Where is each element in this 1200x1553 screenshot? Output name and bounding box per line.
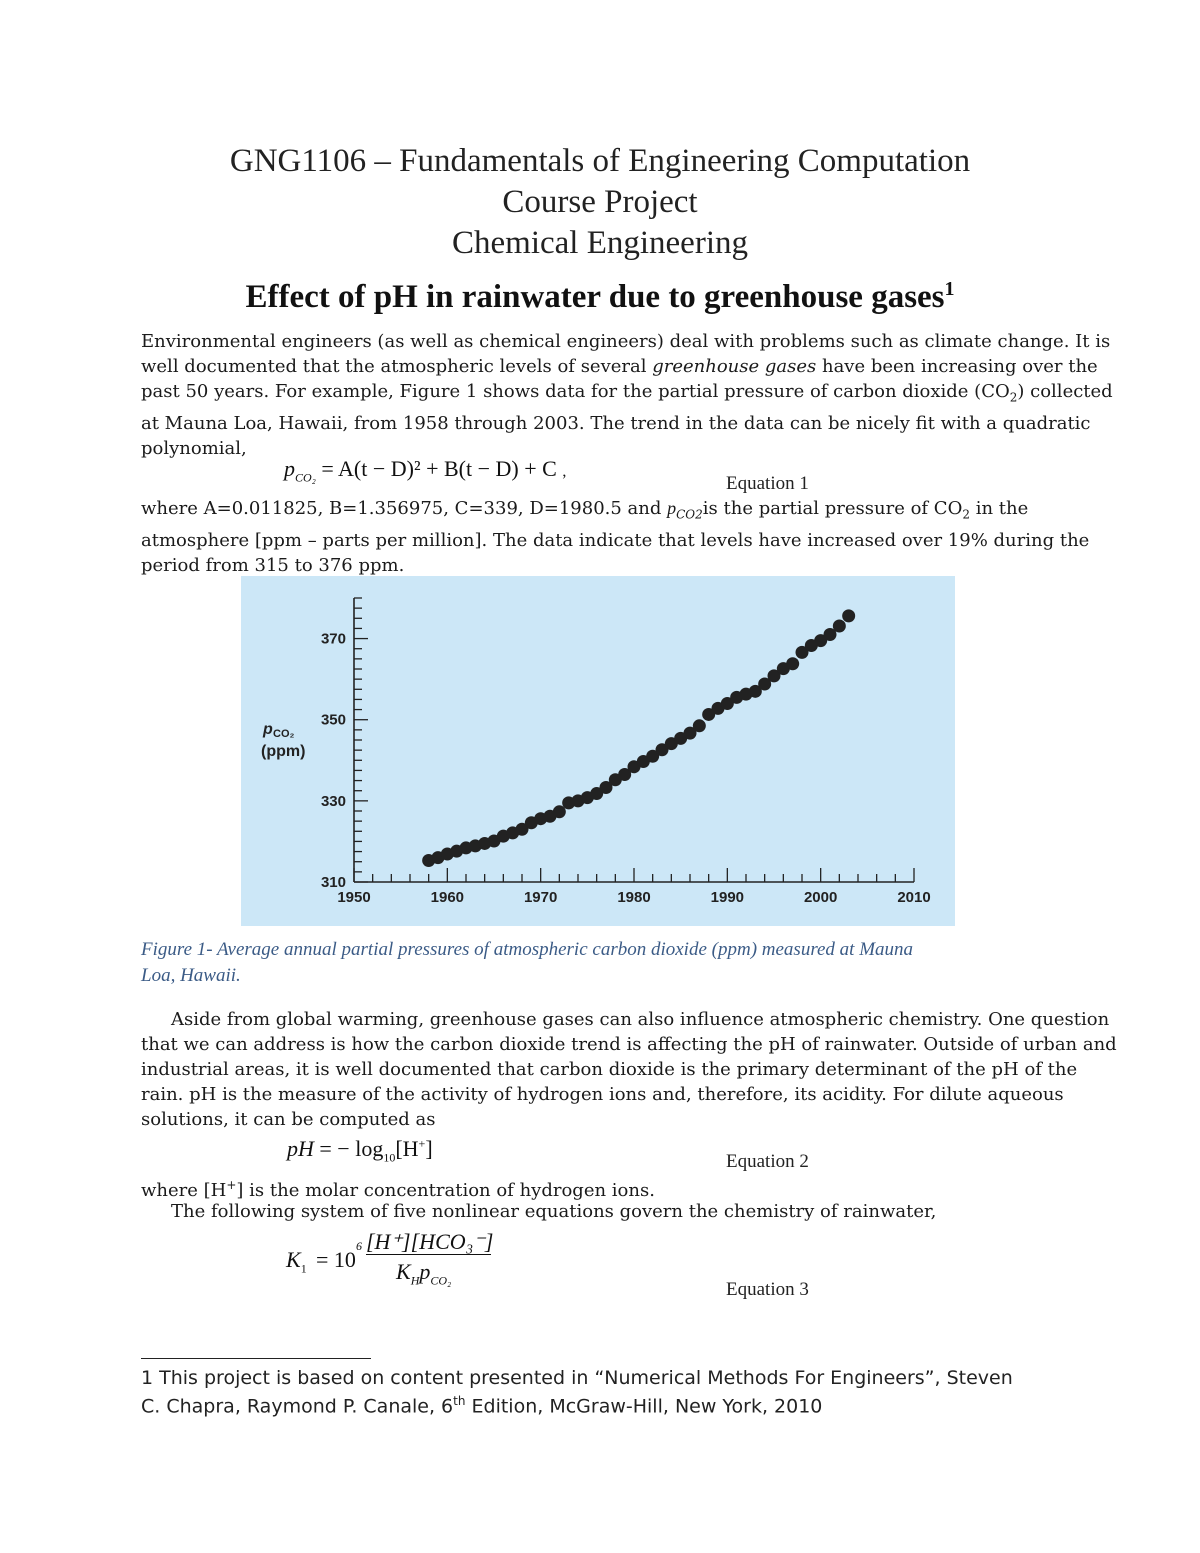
- x-tick-label: 2010: [897, 889, 931, 906]
- x-tick-label: 1960: [430, 889, 465, 906]
- footnote-line-2: C. Chapra, Raymond P. Canale, 6th Edition, McGraw-Hill, New York, 2010: [141, 1394, 823, 1418]
- intro-line-3: past 50 years. For example, Figure 1 shows data for the partial pressure of carbon dioxide $(CO_2)$ collected: [141, 381, 1113, 405]
- y-axis-label-unit: (ppm): [261, 743, 306, 760]
- intro-line-4: at Mauna Loa, Hawaii, from 1958 through 2003. The trend in the data can be nicely fit with a quadratic: [141, 412, 1091, 434]
- data-point: [786, 657, 799, 670]
- x-tick-label: 1980: [617, 889, 651, 906]
- equation-2: pH = − $\log_{10}[H^+]$: [287, 1136, 433, 1165]
- document-title: [0, 278, 1200, 316]
- where-paragraph-2: where [H+] is the molar concentration of hydrogen ions.: [141, 1178, 655, 1201]
- y-axis-label-sub: CO₂: [273, 728, 295, 740]
- data-point: [842, 609, 855, 622]
- caption-line-2: Loa, Hawaii.: [141, 965, 241, 986]
- equation-3-fraction-bar: [366, 1254, 491, 1255]
- paragraph-2: [141, 1007, 1117, 1132]
- paragraph-3: The following system of five nonlinear equations govern the chemistry of rainwater,: [171, 1201, 937, 1222]
- x-tick-label: 1950: [337, 889, 371, 906]
- discipline-label: Chemical Engineering: [452, 225, 748, 261]
- caption-line-1: Figure 1- Average annual partial pressures of atmospheric carbon dioxide (ppm) measured at Mauna: [141, 939, 914, 960]
- figure-caption: [141, 937, 913, 989]
- para2-line-4: rain. pH is the measure of the activity of hydrogen ions and, therefore, its acidity. For dilute aqueous: [141, 1084, 1064, 1105]
- where1-line-3: period from 315 to 376 ppm.: [141, 554, 405, 576]
- intro-paragraph: [141, 329, 1113, 461]
- intro-line-2: well documented that the atmospheric levels of several greenhouse gases have been increasing over the: [141, 356, 1098, 377]
- project-label: Course Project: [502, 184, 698, 220]
- para2-line-5: solutions, it can be computed as: [141, 1109, 436, 1130]
- course-title: GNG1106 – Fundamentals of Engineering Computation: [229, 143, 971, 179]
- title-footnote-mark: 1: [944, 278, 955, 300]
- y-tick-label: 330: [320, 792, 346, 810]
- intro-line-5: polynomial,: [141, 437, 247, 459]
- equation-1-label: Equation 1: [726, 473, 809, 494]
- footnote-separator: [141, 1358, 371, 1359]
- data-point: [693, 719, 706, 732]
- x-tick-label: 1970: [523, 889, 558, 906]
- co2-chart: [241, 576, 955, 926]
- para2-line-3: industrial areas, it is well documented that carbon dioxide is the primary determinant of the pH of the: [141, 1059, 1078, 1080]
- x-tick-label: 2000: [803, 889, 838, 906]
- title-text: Effect of pH in rainwater due to greenhouse gases: [245, 279, 945, 315]
- footnote-line-1: 1 This project is based on content presented in “Numerical Methods For Engineers”, Steven: [141, 1367, 1013, 1389]
- where1-line-1: where A=0.011825, B=1.356975, C=339, D=1980.5 and $p_{CO2}is$ the partial pressure of $CO_2$ in the: [141, 498, 1029, 522]
- equation-3-numerator: [H⁺][HCO₃⁻]: [366, 1229, 494, 1254]
- co2-chart-svg: [241, 576, 955, 926]
- y-tick-label: 370: [320, 630, 346, 648]
- greenhouse-gases-term: greenhouse gases: [652, 356, 817, 377]
- footnote: [141, 1367, 1013, 1418]
- intro-line-1: Environmental engineers (as well as chemical engineers) deal with problems such as climate change. It is: [141, 331, 1111, 352]
- y-axis-label-var: p: [263, 721, 273, 738]
- where1-line-2: atmosphere [ppm – parts per million]. The data indicate that levels have increased over 19% during the: [141, 529, 1090, 551]
- equation-3-label: Equation 3: [726, 1279, 809, 1300]
- y-tick-label: 350: [320, 711, 346, 729]
- y-tick-label: 310: [320, 874, 346, 891]
- equation-1: $p_{CO_2} = A(t - D)^2 + B(t - D) + C$ ,: [284, 456, 567, 485]
- data-point: [833, 619, 846, 632]
- equation-3-denominator: $K_Hp_{CO_2}$: [396, 1259, 452, 1288]
- para2-line-1: Aside from global warming, greenhouse gases can also influence atmospheric chemistry. One question: [171, 1009, 1110, 1030]
- equation-2-label: Equation 2: [726, 1151, 809, 1172]
- x-tick-label: 1990: [710, 889, 745, 906]
- where-paragraph-1: [141, 496, 1089, 578]
- para2-line-2: that we can address is how the carbon dioxide trend is affecting the pH of rainwater. Outside of urban and: [141, 1034, 1117, 1055]
